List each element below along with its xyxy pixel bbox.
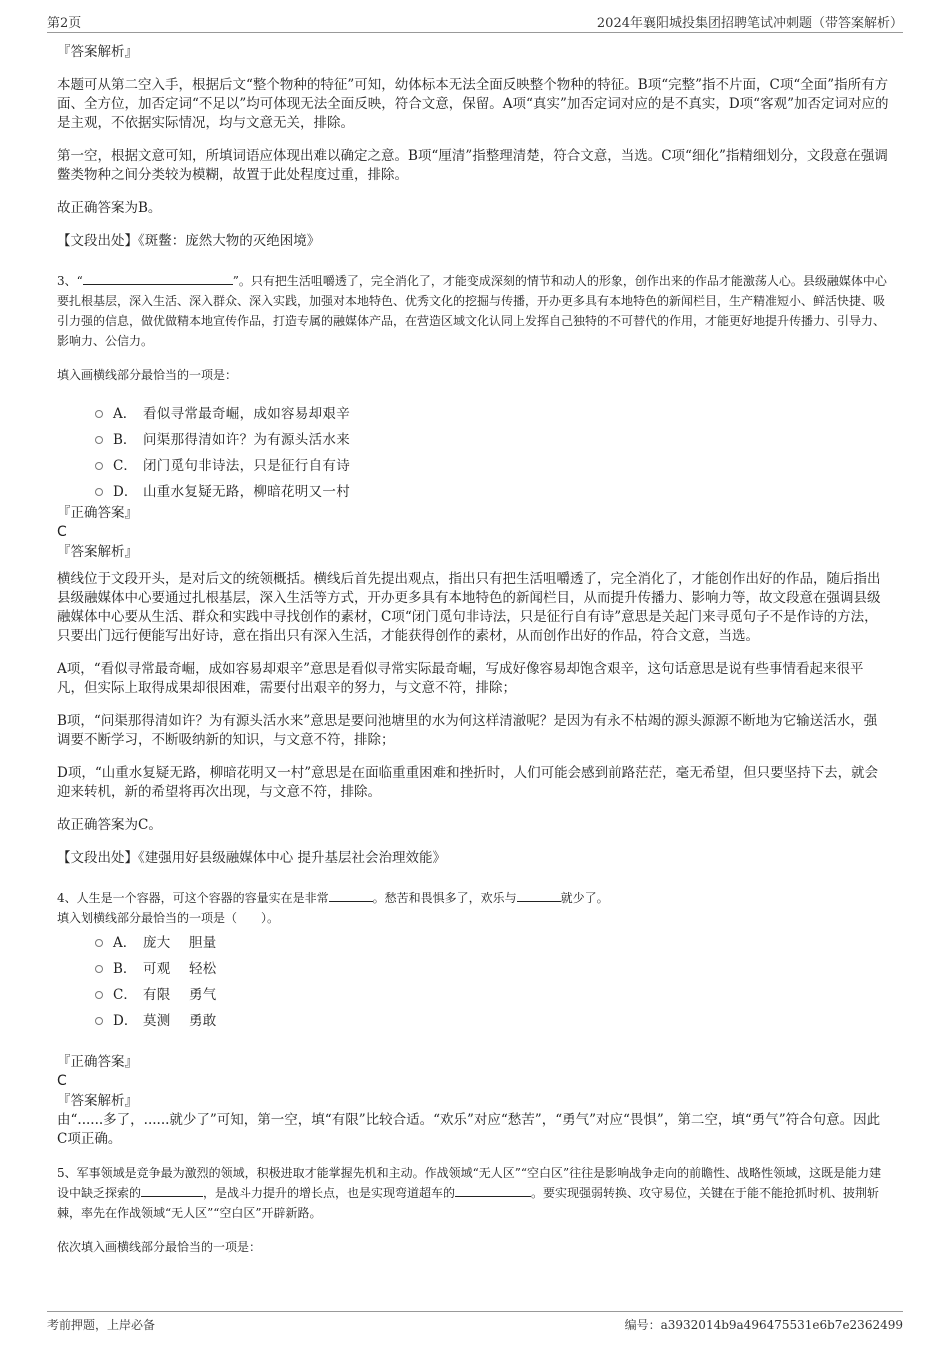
radio-icon[interactable] xyxy=(95,462,103,470)
answer-blank xyxy=(329,889,373,902)
document-id: 编号：a3932014b9a496475531e6b7e2362499 xyxy=(624,1317,903,1332)
option-c[interactable]: C． 有限 勇气 xyxy=(95,980,890,1006)
question-prompt: 填入划横线部分最恰当的一项是（ ）。 xyxy=(57,911,280,925)
option-a[interactable]: A． 看似寻常最奇崛，成如容易却艰辛 xyxy=(95,399,890,425)
answer-blank xyxy=(83,271,233,285)
analysis-label: 『答案解析』 xyxy=(57,1093,138,1109)
correct-answer: C xyxy=(57,524,67,540)
answer-blank xyxy=(517,889,561,902)
analysis-paragraph: A项，“看似寻常最奇崛，成如容易却艰辛”意思是看似寻常实际最奇崛，写成好像容易却饱含艰辛，这句话意思是说有些事情看起来很平凡，但实际上取得成果却很困难，需要付出艰辛的努力，与文意不符，排除； xyxy=(57,661,864,696)
radio-icon[interactable] xyxy=(95,1017,103,1025)
radio-icon[interactable] xyxy=(95,488,103,496)
option-c[interactable]: C． 闭门觅句非诗法，只是征行自有诗 xyxy=(95,451,890,477)
question-prompt: 填入画横线部分最恰当的一项是： xyxy=(57,368,238,382)
option-a[interactable]: A． 庞大 胆量 xyxy=(95,928,890,954)
radio-icon[interactable] xyxy=(95,965,103,973)
correct-answer-label: 『正确答案』 xyxy=(57,1054,138,1070)
analysis-paragraph: D项，“山重水复疑无路，柳暗花明又一村”意思是在面临重重困难和挫折时，人们可能会感到前路茫茫，毫无希望，但只要坚持下去，就会迎来转机，新的希望将再次出现，与文意不符，排除。 xyxy=(57,765,879,800)
analysis-label: 『答案解析』 xyxy=(57,544,138,560)
analysis-paragraph: 第一空，根据文意可知，所填词语应体现出难以确定之意。B项“厘清”指整理清楚，符合文意，当选。C项“细化”指精细划分，文段意在强调鳖类物种之间分类较为模糊，故置于此处程度过重，排除。 xyxy=(57,148,888,183)
analysis-paragraph: 由“......多了，......就少了”可知，第一空，填“有限”比较合适。“欢乐”对应“愁苦”，“勇气”对应“畏惧”，第二空，填“勇气”符合句意。因此C项正确。 xyxy=(57,1112,881,1147)
answer-blank xyxy=(141,1184,203,1197)
question-3-options xyxy=(95,399,890,503)
question-4-stem: 4、人生是一个容器，可这个容器的容量实在是非常 。愁苦和畏惧多了，欢乐与 就少了。 xyxy=(57,891,609,905)
option-d[interactable]: D． 山重水复疑无路，柳暗花明又一村 xyxy=(95,477,890,503)
analysis-paragraph: 本题可从第二空入手，根据后文“整个物种的特征”可知，幼体标本无法全面反映整个物种的特征。B项“完整”指不片面，C项“全面”指所有方面、全方位，加否定词“不足以”均可体现无法全面反映，符合文意，保留。A项“真实”加否定词对应的是不真实，D项“客观”加否定词对应的是主观，不依据实际情况，均与文意无关，排除。 xyxy=(57,77,889,131)
page-number: 第2页 xyxy=(47,15,82,31)
correct-answer: C xyxy=(57,1073,67,1089)
correct-answer-label: 『正确答案』 xyxy=(57,505,138,521)
radio-icon[interactable] xyxy=(95,991,103,999)
radio-icon[interactable] xyxy=(95,939,103,947)
analysis-paragraph: B项，“问渠那得清如许？为有源头活水来”意思是要问池塘里的水为何这样清澈呢？是因为有永不枯竭的源头源源不断地为它输送活水，强调要不断学习，不断吸纳新的知识，与文意不符，排除； xyxy=(57,713,878,748)
document-title: 2024年襄阳城投集团招聘笔试冲刺题（带答案解析） xyxy=(596,15,903,31)
question-3-stem: 3、“ ”。只有把生活咀嚼透了，完全消化了，才能变成深刻的情节和动人的形象，创作出来的作品才能激荡人心。县级融媒体中心要扎根基层，深入生活、深入群众、深入实践，加强对本地特色、优秀文化的挖掘与传播，开办更多具有本地特色的新闻栏目，生产精准短小、鲜活快捷、吸引力强的信息，做优做精本地宣传作品，打造专属的融媒体产品，在营造区域文化认同上发挥自己独特的不可替代的作用，才能更好地提升传播力、引导力、影响力、公信力。 xyxy=(57,271,890,351)
footer-slogan: 考前押题，上岸必备 xyxy=(47,1317,156,1332)
answer-blank xyxy=(455,1184,531,1197)
analysis-label: 『答案解析』 xyxy=(57,44,138,60)
question-prompt: 依次填入画横线部分最恰当的一项是： xyxy=(57,1240,262,1254)
radio-icon[interactable] xyxy=(95,410,103,418)
option-b[interactable]: B． 可观 轻松 xyxy=(95,954,890,980)
analysis-paragraph: 横线位于文段开头，是对后文的统领概括。横线后首先提出观点，指出只有把生活咀嚼透了，完全消化了，才能创作出好的作品，随后指出县级融媒体中心要通过扎根基层，深入生活等方式，开办更多具有本地特色的新闻栏目，从而提升传播力、影响力等，故文段意在强调县级融媒体中心要从生活、群众和实践中寻找创作的素材，C项“闭门觅句非诗法，只是征行自有诗”意思是关起门来寻觅句子不是作诗的方法，只要出门远行便能写出好诗，意在指出只有深入生活，才能获得创作的素材，从而创作出好的作品，符合文意，当选。 xyxy=(57,571,881,644)
radio-icon[interactable] xyxy=(95,436,103,444)
page-footer xyxy=(47,1311,903,1334)
analysis-conclusion: 故正确答案为C。 xyxy=(57,817,162,833)
page-content xyxy=(57,42,890,1257)
page-header xyxy=(47,10,903,33)
question-5-stem: 5、军事领域是竞争最为激烈的领域，积极进取才能掌握先机和主动。作战领域“无人区”“空白区”往往是影响战争走向的前瞻性、战略性领域，这既是能力建设中缺乏探索的 ，是战斗力提升的增长点，也是实现弯道超车的 。要实现强弱转换、攻守易位，关键在于能不能抢抓时机、披荆斩棘，率先在作战领域“无人区”“空白区”开辟新路。 xyxy=(57,1166,882,1220)
question-4-options xyxy=(95,928,890,1032)
source-citation: 【文段出处】《斑鳖：庞然大物的灭绝困境》 xyxy=(57,233,321,249)
source-citation: 【文段出处】《建强用好县级融媒体中心 提升基层社会治理效能》 xyxy=(57,850,447,866)
option-b[interactable]: B． 问渠那得清如许？为有源头活水来 xyxy=(95,425,890,451)
analysis-conclusion: 故正确答案为B。 xyxy=(57,200,162,216)
option-d[interactable]: D． 莫测 勇敢 xyxy=(95,1006,890,1032)
